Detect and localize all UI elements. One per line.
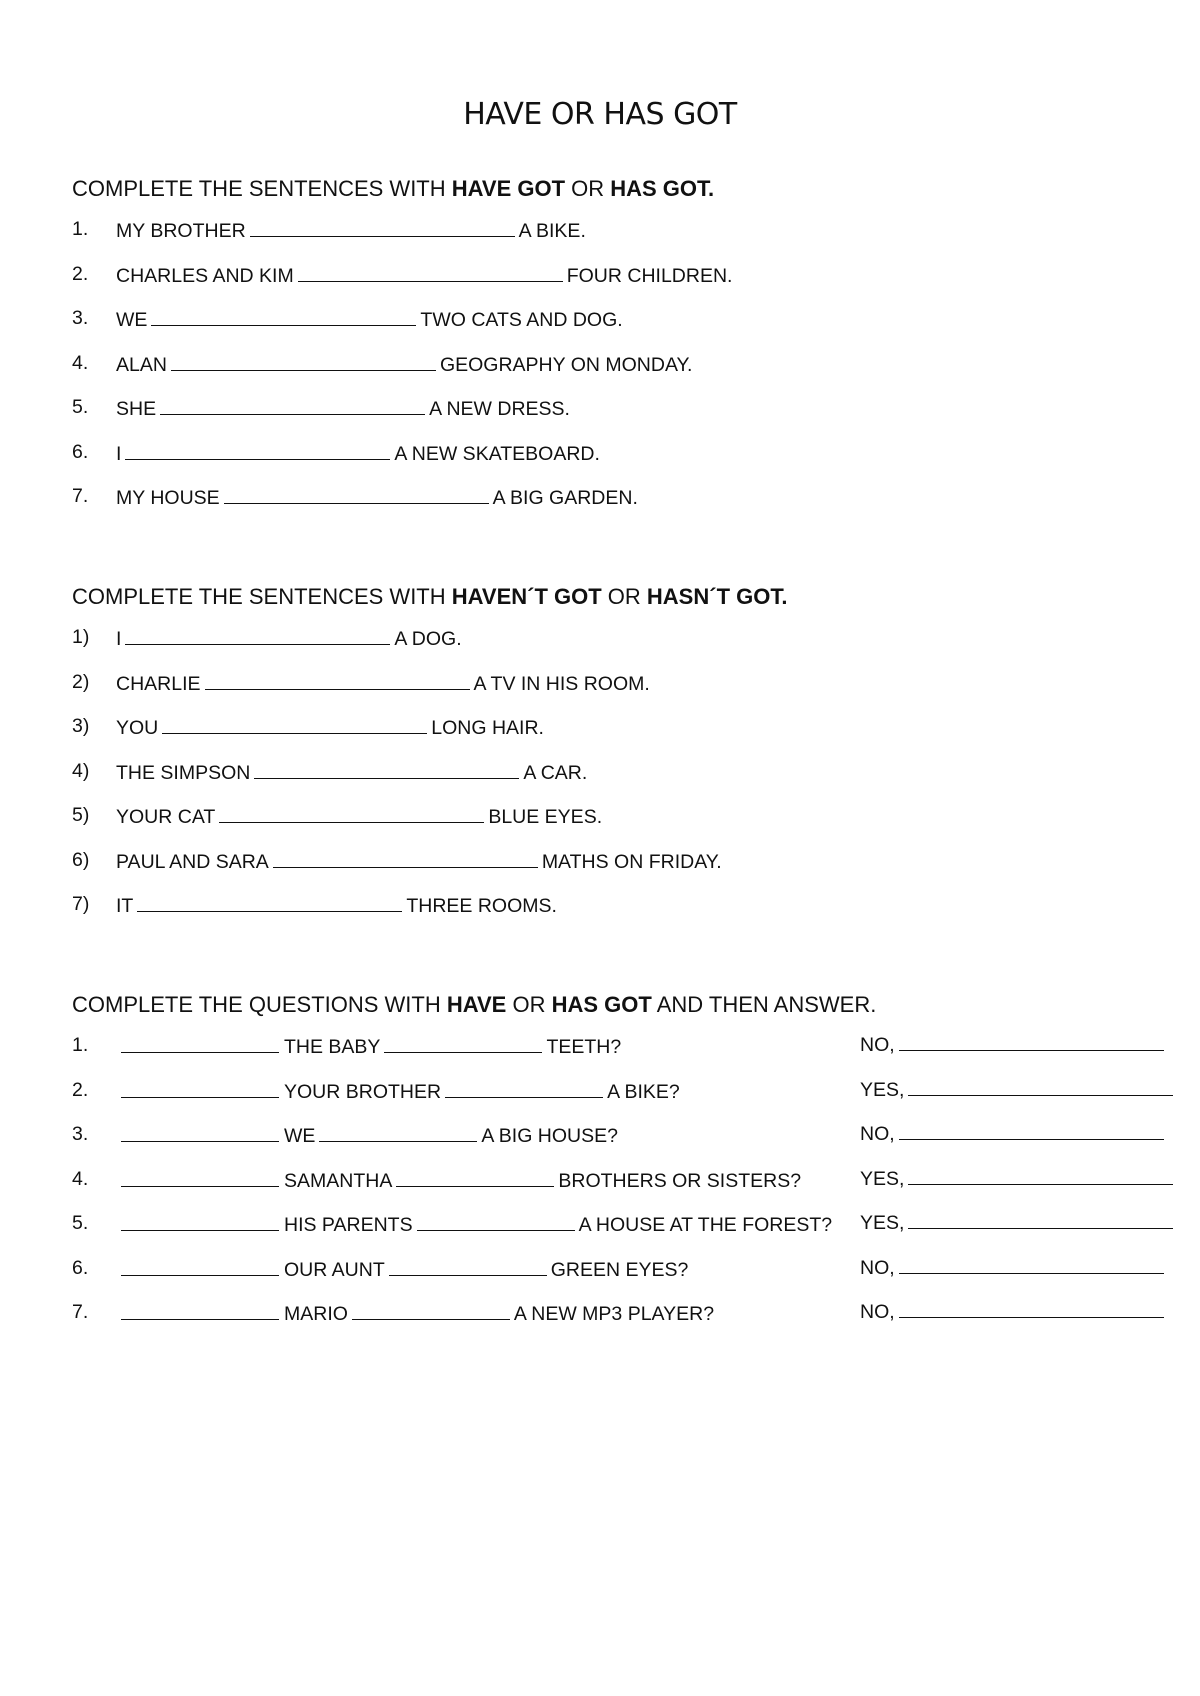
answer-blank[interactable] (899, 1297, 1164, 1318)
section-havent-hasnt-got (72, 582, 1182, 936)
exercise-item: 2) CHARLIE A TV IN HIS ROOM. (72, 670, 650, 695)
answer-blank[interactable] (137, 891, 402, 912)
answer-blank[interactable] (219, 802, 484, 823)
answer-blank[interactable] (908, 1075, 1173, 1096)
answer-blank[interactable] (160, 394, 425, 415)
got-blank[interactable] (319, 1121, 477, 1142)
question-item: 1. THE BABY TEETH? NO, (72, 1032, 1182, 1077)
answer-blank[interactable] (151, 305, 416, 326)
answer-blank[interactable] (125, 624, 390, 645)
question-item: 7. MARIO A NEW MP3 PLAYER? NO, (72, 1299, 1182, 1344)
answer-blank[interactable] (298, 261, 563, 282)
auxiliary-blank[interactable] (121, 1121, 279, 1142)
answer-blank[interactable] (908, 1164, 1173, 1185)
got-blank[interactable] (389, 1255, 547, 1276)
answer-blank[interactable] (224, 483, 489, 504)
exercise-item: 5) YOUR CAT BLUE EYES. (72, 804, 603, 828)
exercise-item: 1. MY BROTHER A BIKE. (72, 218, 586, 242)
question-item: 4. SAMANTHA BROTHERS OR SISTERS? YES, (72, 1166, 1182, 1211)
page-title: HAVE OR HAS GOT (463, 97, 737, 132)
section-heading: COMPLETE THE QUESTIONS WITH HAVE OR HAS GOT AND THEN ANSWER. (72, 992, 877, 1017)
answer-blank[interactable] (125, 439, 390, 460)
exercise-item: 1) I A DOG. (72, 626, 462, 650)
answer-blank[interactable] (162, 713, 427, 734)
answer-blank[interactable] (899, 1030, 1164, 1051)
section-heading: COMPLETE THE SENTENCES WITH HAVE GOT OR HAS GOT. (72, 176, 715, 201)
exercise-item: 6) PAUL AND SARA MATHS ON FRIDAY. (72, 848, 722, 873)
answer-blank[interactable] (899, 1119, 1164, 1140)
exercise-item: 3. WE TWO CATS AND DOG. (72, 307, 623, 331)
got-blank[interactable] (352, 1299, 510, 1320)
question-item: 2. YOUR BROTHER A BIKE? YES, (72, 1077, 1182, 1122)
exercise-item: 3) YOU LONG HAIR. (72, 715, 544, 739)
answer-blank[interactable] (250, 216, 515, 237)
auxiliary-blank[interactable] (121, 1166, 279, 1187)
answer-blank[interactable] (273, 847, 538, 868)
got-blank[interactable] (445, 1077, 603, 1098)
section-questions (72, 990, 1182, 1344)
auxiliary-blank[interactable] (121, 1255, 279, 1276)
exercise-item: 4) THE SIMPSON A CAR. (72, 759, 588, 784)
exercise-item: 5. SHE A NEW DRESS. (72, 396, 570, 420)
question-item: 3. WE A BIG HOUSE? NO, (72, 1121, 1182, 1166)
exercise-item: 2. CHARLES AND KIM FOUR CHILDREN. (72, 262, 733, 287)
auxiliary-blank[interactable] (121, 1299, 279, 1320)
auxiliary-blank[interactable] (121, 1210, 279, 1231)
answer-blank[interactable] (205, 669, 470, 690)
got-blank[interactable] (417, 1210, 575, 1231)
exercise-item: 6. I A NEW SKATEBOARD. (72, 440, 600, 465)
exercise-item: 4. ALAN GEOGRAPHY ON MONDAY. (72, 351, 693, 376)
answer-blank[interactable] (899, 1253, 1164, 1274)
got-blank[interactable] (384, 1032, 542, 1053)
section-have-has-got (72, 174, 1182, 528)
section-heading: COMPLETE THE SENTENCES WITH HAVEN´T GOT OR HASN´T GOT. (72, 584, 788, 609)
answer-blank[interactable] (908, 1208, 1173, 1229)
answer-blank[interactable] (254, 758, 519, 779)
question-item: 6. OUR AUNT GREEN EYES? NO, (72, 1255, 1182, 1300)
answer-blank[interactable] (171, 350, 436, 371)
auxiliary-blank[interactable] (121, 1032, 279, 1053)
got-blank[interactable] (396, 1166, 554, 1187)
question-item: 5. HIS PARENTS A HOUSE AT THE FOREST? YES, (72, 1210, 1182, 1255)
exercise-item: 7) IT THREE ROOMS. (72, 893, 557, 917)
auxiliary-blank[interactable] (121, 1077, 279, 1098)
exercise-item: 7. MY HOUSE A BIG GARDEN. (72, 485, 638, 509)
